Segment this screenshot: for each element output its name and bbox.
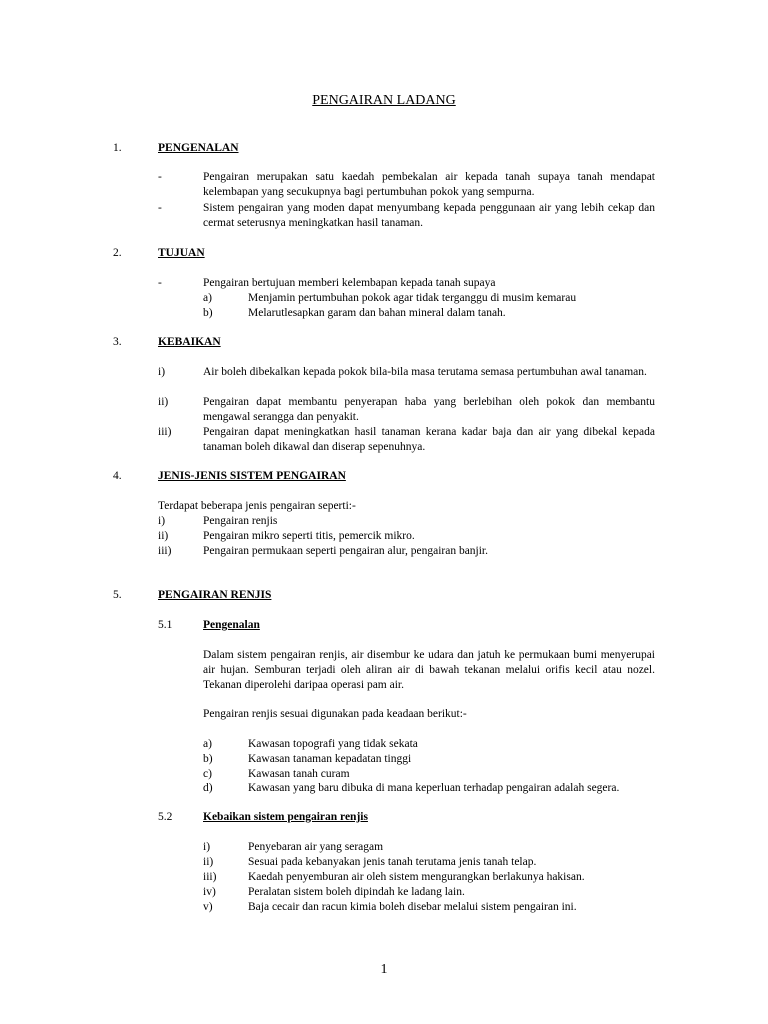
list-marker: ii) [158,530,169,542]
section-1-number: 1. [113,142,122,154]
list-marker: - [158,171,162,183]
list-text: Pengairan mikro seperti titis, pemercik mikro. [203,530,415,542]
list-marker: - [158,277,162,289]
subsection-5-2-number: 5.2 [158,811,173,823]
list-text: Sesuai pada kebanyakan jenis tanah terutama jenis tanah telap. [248,856,537,868]
list-item [158,514,655,529]
list-text: Pengairan permukaan seperti pengairan alur, pengairan banjir. [203,545,489,557]
section-4-intro: Terdapat beberapa jenis pengairan seperti:- [158,500,356,512]
subsection-5-1-paragraph: Dalam sistem pengairan renjis, air disembur ke udara dan jatuh ke permukaan bumi menyerupai air hujan. Semburan terjadi oleh aliran air di bawah tekanan melalui orifis kecil atau nozel. Tekanan diperolehi daripaa operasi pam air. [203,649,655,691]
list-text: Melarutlesapkan garam dan bahan mineral dalam tanah. [248,307,506,319]
list-marker: iii) [203,871,217,883]
list-marker: ii) [203,856,214,868]
list-text: Air boleh dibekalkan kepada pokok bila-bila masa terutama semasa pertumbuhan awal tanaman. [203,366,647,378]
list-text: Sistem pengairan yang moden dapat menyumbang kepada penggunaan air yang lebih cekap dan cermat seterusnya meningkatkan hasil tanaman. [203,202,655,229]
list-item [203,291,655,306]
list-text: Pengairan dapat meningkatkan hasil tanaman kerana kadar baja dan air yang dibekal kepada tanaman boleh dikawal dan diserap sepenuhnya. [203,426,655,453]
document-title: PENGAIRAN LADANG [312,93,456,108]
list-marker: a) [203,738,212,750]
section-3-heading: KEBAIKAN [158,336,221,348]
list-item [158,170,655,200]
list-marker: d) [203,782,213,794]
page-number: 1 [380,962,388,977]
subsection-5-1-intro: Pengairan renjis sesuai digunakan pada keadaan berikut:- [203,708,467,720]
section-2-heading: TUJUAN [158,247,205,259]
subsection-5-1-number: 5.1 [158,619,173,631]
section-2-number: 2. [113,247,122,259]
list-text: Baja cecair dan racun kimia boleh disebar melalui sistem pengairan ini. [248,901,577,913]
list-item [203,781,655,796]
list-marker: iii) [158,545,172,557]
list-item [158,544,655,559]
list-marker: v) [203,901,213,913]
list-text: Pengairan merupakan satu kaedah pembekalan air kepada tanah supaya tanah mendapat kelembapan yang secukupnya bagi pertumbuhan pokok yang sempurna. [203,171,655,198]
list-item [203,870,655,885]
subsection-5-1-heading: Pengenalan [203,619,260,631]
list-item [203,752,655,767]
list-marker: i) [158,366,166,378]
list-marker: ii) [158,396,169,408]
list-marker: b) [203,307,213,319]
list-item [158,529,655,544]
section-1-heading: PENGENALAN [158,142,239,154]
list-item [158,276,655,291]
list-item [158,365,655,380]
list-text: Kaedah penyemburan air oleh sistem mengurangkan berlakunya hakisan. [248,871,585,883]
list-text: Pengairan dapat membantu penyerapan haba yang berlebihan oleh pokok dan membantu mengawal serangga dan penyakit. [203,396,655,423]
section-4-heading: JENIS-JENIS SISTEM PENGAIRAN [158,470,346,482]
list-item [203,767,655,782]
section-5-heading: PENGAIRAN RENJIS [158,589,272,601]
list-item [158,425,655,455]
list-marker: i) [203,841,211,853]
list-text: Kawasan topografi yang tidak sekata [248,738,418,750]
list-item [158,201,655,231]
list-marker: i) [158,515,166,527]
list-item [158,395,655,425]
list-item [203,855,655,870]
section-5-number: 5. [113,589,122,601]
list-item [203,840,655,855]
subsection-5-2-heading: Kebaikan sistem pengairan renjis [203,811,368,823]
list-text: Pengairan renjis [203,515,278,527]
list-text: Kawasan tanah curam [248,768,350,780]
list-item [203,306,655,321]
list-text: Menjamin pertumbuhan pokok agar tidak terganggu di musim kemarau [248,292,577,304]
list-text: Pengairan bertujuan memberi kelembapan kepada tanah supaya [203,277,496,289]
list-text: Penyebaran air yang seragam [248,841,384,853]
list-text: Kawasan yang baru dibuka di mana keperluan terhadap pengairan adalah segera. [248,782,620,794]
list-marker: b) [203,753,213,765]
list-marker: c) [203,768,212,780]
list-text: Kawasan tanaman kepadatan tinggi [248,753,412,765]
section-4-number: 4. [113,470,122,482]
list-item [203,900,655,915]
list-item [203,737,655,752]
list-marker: iv) [203,886,216,898]
section-3-number: 3. [113,336,122,348]
list-marker: - [158,202,162,214]
list-marker: a) [203,292,212,304]
list-text: Peralatan sistem boleh dipindah ke ladang lain. [248,886,465,898]
list-item [203,885,655,900]
list-marker: iii) [158,426,172,438]
